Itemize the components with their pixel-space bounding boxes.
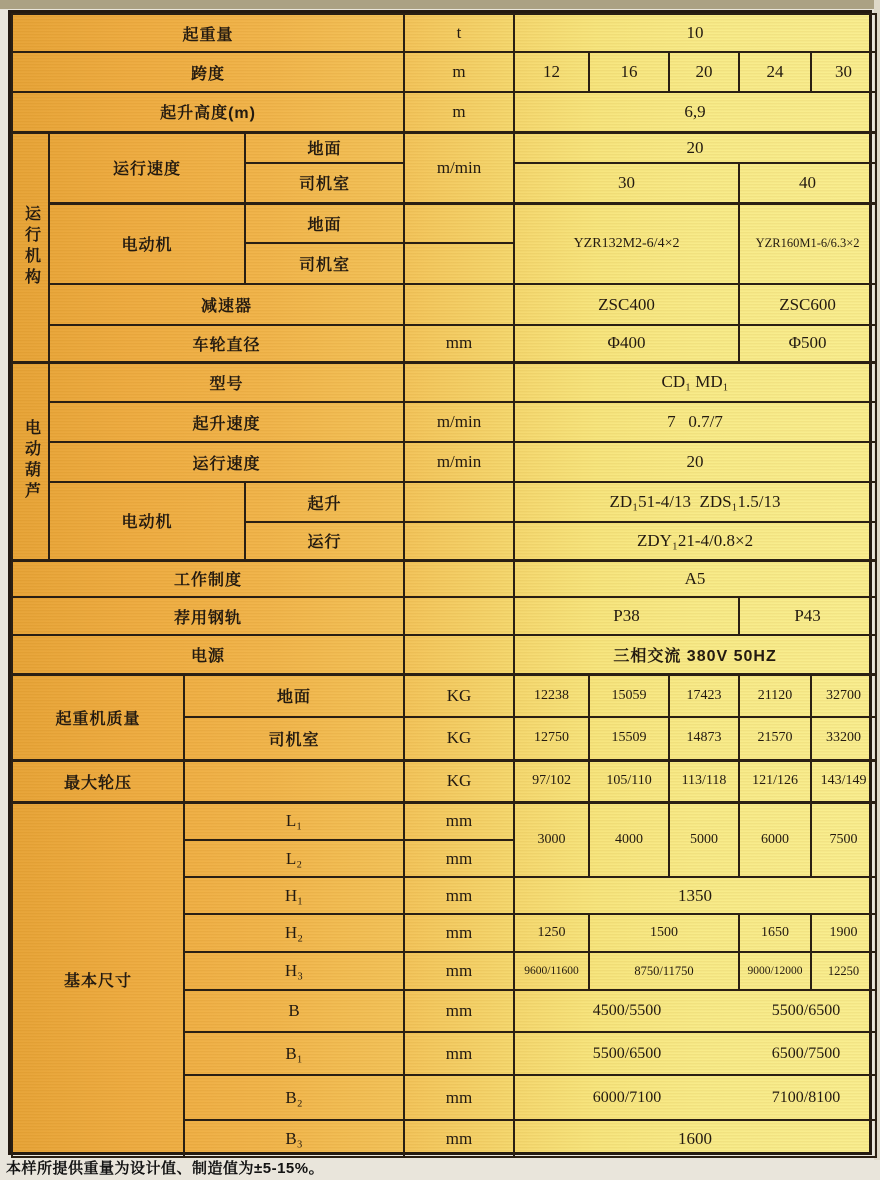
power-unit-empty bbox=[404, 635, 514, 674]
lift-height-value: 6,9 bbox=[514, 92, 876, 132]
travel-motor-value-right: YZR160M1-6/6.3×2 bbox=[739, 203, 876, 284]
span-value-2: 16 bbox=[589, 52, 669, 92]
B2-value-right: 7100/8100 bbox=[771, 1088, 841, 1106]
wheel-load-label: 最大轮压 bbox=[12, 760, 184, 802]
hoist-motor-unit-empty bbox=[404, 482, 514, 522]
H3-value-3: 9000/12000 bbox=[739, 952, 811, 990]
rail-value-right: P43 bbox=[739, 597, 876, 635]
span-unit: m bbox=[404, 52, 514, 92]
B1-unit: mm bbox=[404, 1032, 514, 1075]
crane-mass-ground-3: 17423 bbox=[669, 674, 739, 717]
crane-mass-cab-5: 33200 bbox=[811, 717, 876, 760]
L1-value-3: 5000 bbox=[669, 802, 739, 877]
travel-motor-unit-empty bbox=[404, 203, 514, 243]
wheel-dia-unit: mm bbox=[404, 325, 514, 362]
B-unit: mm bbox=[404, 990, 514, 1032]
scan-edge-top bbox=[0, 0, 880, 9]
hoist-travel-speed-value: 20 bbox=[514, 442, 876, 482]
row-hoist-lift-speed bbox=[12, 402, 876, 442]
crane-mass-unit-2: KG bbox=[404, 717, 514, 760]
B3-unit: mm bbox=[404, 1120, 514, 1157]
row-hoist-travel-speed bbox=[12, 442, 876, 482]
lift-height-unit: m bbox=[404, 92, 514, 132]
crane-mass-label: 起重机质量 bbox=[12, 674, 184, 760]
crane-mass-ground-2: 15059 bbox=[589, 674, 669, 717]
crane-mass-ground-4: 21120 bbox=[739, 674, 811, 717]
B1-value-cell bbox=[514, 1032, 876, 1075]
H1-unit: mm bbox=[404, 877, 514, 914]
B-label: B bbox=[184, 990, 404, 1032]
H3-value-1: 9600/11600 bbox=[514, 952, 589, 990]
rail-value-left: P38 bbox=[514, 597, 739, 635]
L1-label: L₁ bbox=[184, 802, 404, 840]
wheel-load-2: 105/110 bbox=[589, 760, 669, 802]
model-label: 型号 bbox=[49, 362, 404, 402]
crane-mass-cab-2: 15509 bbox=[589, 717, 669, 760]
crane-mass-unit-1: KG bbox=[404, 674, 514, 717]
L2-unit: mm bbox=[404, 840, 514, 877]
B2-label: B₂ bbox=[184, 1075, 404, 1120]
power-value: 三相交流 380V 50HZ bbox=[514, 635, 876, 674]
wheel-dia-value-right: Φ500 bbox=[739, 325, 876, 362]
B2-value-left: 6000/7100 bbox=[592, 1088, 662, 1106]
row-lift-height bbox=[12, 92, 876, 132]
L1-value-5: 7500 bbox=[811, 802, 876, 877]
span-value-1: 12 bbox=[514, 52, 589, 92]
crane-mass-cab-4: 21570 bbox=[739, 717, 811, 760]
travel-motor-sub-ground: 地面 bbox=[245, 203, 404, 243]
crane-mass-ground-5: 32700 bbox=[811, 674, 876, 717]
L1-value-2: 4000 bbox=[589, 802, 669, 877]
wheel-load-5: 143/149 bbox=[811, 760, 876, 802]
H2-value-1: 1250 bbox=[514, 914, 589, 952]
duty-label: 工作制度 bbox=[12, 560, 404, 597]
travel-speed-cab-value-left: 30 bbox=[514, 163, 739, 203]
L2-label: L₂ bbox=[184, 840, 404, 877]
wheel-dia-value-left: Φ400 bbox=[514, 325, 739, 362]
wheel-dia-label: 车轮直径 bbox=[49, 325, 404, 362]
B2-value-cell bbox=[514, 1075, 876, 1120]
row-rail bbox=[12, 597, 876, 635]
hoist-travel-speed-unit: m/min bbox=[404, 442, 514, 482]
H3-value-2: 8750/11750 bbox=[589, 952, 739, 990]
hoist-travel-speed-label: 运行速度 bbox=[49, 442, 404, 482]
hoist-motor-value-lift: ZD₁51-4/13 ZDS₁1.5/13 bbox=[514, 482, 876, 522]
hoist-lift-speed-unit: m/min bbox=[404, 402, 514, 442]
capacity-unit: t bbox=[404, 14, 514, 52]
group-electric-hoist: 电动葫芦 bbox=[12, 362, 49, 560]
row-duty bbox=[12, 560, 876, 597]
reducer-value-right: ZSC600 bbox=[739, 284, 876, 325]
crane-mass-sub-cab: 司机室 bbox=[184, 717, 404, 760]
hoist-motor-sub-travel: 运行 bbox=[245, 522, 404, 560]
hoist-motor-unit-empty-2 bbox=[404, 522, 514, 560]
L1-value-1: 3000 bbox=[514, 802, 589, 877]
wheel-load-sub-empty bbox=[184, 760, 404, 802]
travel-motor-label: 电动机 bbox=[49, 203, 245, 284]
travel-speed-unit: m/min bbox=[404, 132, 514, 203]
duty-unit-empty bbox=[404, 560, 514, 597]
travel-speed-label: 运行速度 bbox=[49, 132, 245, 203]
crane-mass-cab-1: 12750 bbox=[514, 717, 589, 760]
span-value-3: 20 bbox=[669, 52, 739, 92]
row-L1 bbox=[12, 802, 876, 840]
row-hoist-motor-lift bbox=[12, 482, 876, 522]
row-travel-speed-ground bbox=[12, 132, 876, 163]
hoist-motor-value-travel: ZDY₁21-4/0.8×2 bbox=[514, 522, 876, 560]
capacity-label: 起重量 bbox=[12, 14, 404, 52]
travel-motor-value-left: YZR132M2-6/4×2 bbox=[514, 203, 739, 284]
travel-motor-sub-cab: 司机室 bbox=[245, 243, 404, 284]
B-value-right: 5500/6500 bbox=[771, 1002, 841, 1019]
model-unit-empty bbox=[404, 362, 514, 402]
travel-speed-sub-ground: 地面 bbox=[245, 132, 404, 163]
row-span bbox=[12, 52, 876, 92]
wheel-load-unit: KG bbox=[404, 760, 514, 802]
H3-label: H₃ bbox=[184, 952, 404, 990]
row-capacity bbox=[12, 14, 876, 52]
span-value-5: 30 bbox=[811, 52, 876, 92]
B1-value-right: 6500/7500 bbox=[771, 1044, 841, 1062]
hoist-motor-label: 电动机 bbox=[49, 482, 245, 560]
travel-motor-unit-empty-2 bbox=[404, 243, 514, 284]
row-crane-mass-ground bbox=[12, 674, 876, 717]
lift-height-label: 起升高度(m) bbox=[12, 92, 404, 132]
crane-mass-sub-ground: 地面 bbox=[184, 674, 404, 717]
span-value-4: 24 bbox=[739, 52, 811, 92]
row-model bbox=[12, 362, 876, 402]
travel-speed-sub-cab: 司机室 bbox=[245, 163, 404, 203]
spec-sheet bbox=[8, 10, 872, 1155]
B-value-cell bbox=[514, 990, 876, 1032]
wheel-load-1: 97/102 bbox=[514, 760, 589, 802]
row-travel-motor-ground bbox=[12, 203, 876, 243]
crane-mass-cab-3: 14873 bbox=[669, 717, 739, 760]
B1-value-left: 5500/6500 bbox=[592, 1044, 662, 1062]
capacity-value: 10 bbox=[514, 14, 876, 52]
spec-table bbox=[11, 13, 877, 1158]
group-basic-dimensions: 基本尺寸 bbox=[12, 802, 184, 1157]
B3-label: B₃ bbox=[184, 1120, 404, 1157]
row-wheel-dia bbox=[12, 325, 876, 362]
H2-label: H₂ bbox=[184, 914, 404, 952]
wheel-load-3: 113/118 bbox=[669, 760, 739, 802]
hoist-lift-speed-label: 起升速度 bbox=[49, 402, 404, 442]
rail-unit-empty bbox=[404, 597, 514, 635]
row-wheel-load bbox=[12, 760, 876, 802]
footnote: 本样所提供重量为设计值、制造值为±5-15%。 bbox=[6, 1160, 325, 1177]
H3-unit: mm bbox=[404, 952, 514, 990]
hoist-motor-sub-lift: 起升 bbox=[245, 482, 404, 522]
H1-value: 1350 bbox=[514, 877, 876, 914]
B2-unit: mm bbox=[404, 1075, 514, 1120]
H2-value-3: 1650 bbox=[739, 914, 811, 952]
hoist-lift-speed-value: 7 0.7/7 bbox=[514, 402, 876, 442]
wheel-load-4: 121/126 bbox=[739, 760, 811, 802]
reducer-unit-empty bbox=[404, 284, 514, 325]
group-travel-mechanism: 运行机构 bbox=[12, 132, 49, 362]
H2-unit: mm bbox=[404, 914, 514, 952]
reducer-label: 减速器 bbox=[49, 284, 404, 325]
travel-speed-ground-value: 20 bbox=[514, 132, 876, 163]
L1-value-4: 6000 bbox=[739, 802, 811, 877]
travel-speed-cab-value-right: 40 bbox=[739, 163, 876, 203]
reducer-value-left: ZSC400 bbox=[514, 284, 739, 325]
row-reducer bbox=[12, 284, 876, 325]
B3-value: 1600 bbox=[514, 1120, 876, 1157]
row-power bbox=[12, 635, 876, 674]
duty-value: A5 bbox=[514, 560, 876, 597]
H1-label: H₁ bbox=[184, 877, 404, 914]
B-value-left: 4500/5500 bbox=[592, 1002, 662, 1019]
power-label: 电源 bbox=[12, 635, 404, 674]
B1-label: B₁ bbox=[184, 1032, 404, 1075]
rail-label: 荐用钢轨 bbox=[12, 597, 404, 635]
H2-value-2: 1500 bbox=[589, 914, 739, 952]
model-value: CD₁ MD₁ bbox=[514, 362, 876, 402]
crane-mass-ground-1: 12238 bbox=[514, 674, 589, 717]
H3-value-4: 12250 bbox=[811, 952, 876, 990]
H2-value-4: 1900 bbox=[811, 914, 876, 952]
L1-unit: mm bbox=[404, 802, 514, 840]
span-label: 跨度 bbox=[12, 52, 404, 92]
